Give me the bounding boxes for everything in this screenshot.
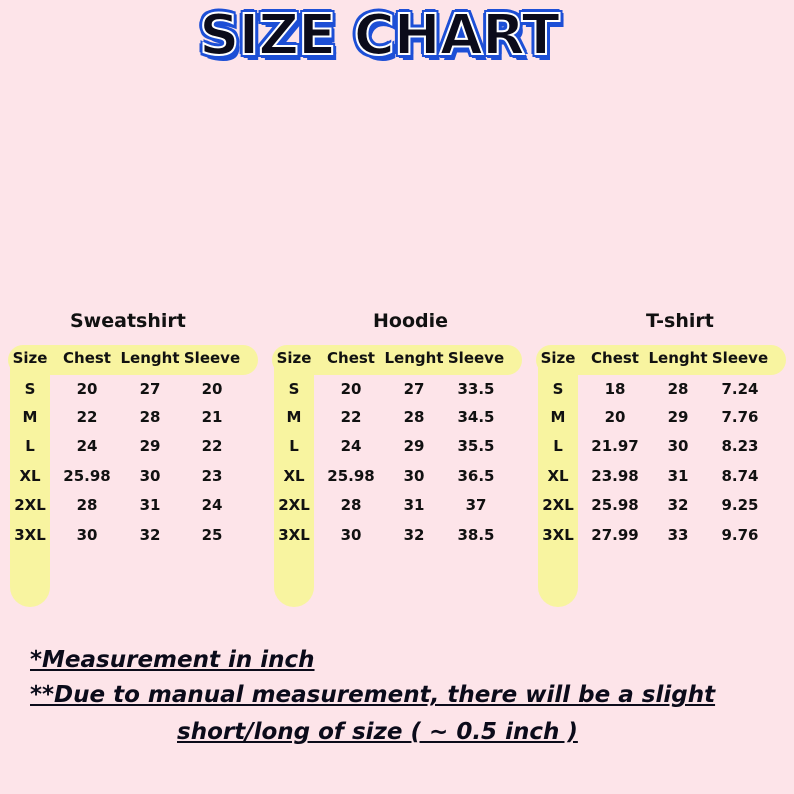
measurement-cell: 32 bbox=[139, 526, 161, 544]
measurement-cell: 30 bbox=[667, 437, 689, 455]
measurement-cell: 22 bbox=[201, 437, 223, 455]
column-header: Lenght bbox=[384, 349, 444, 367]
measurement-cell: 20 bbox=[201, 380, 223, 398]
measurement-cell: 37 bbox=[465, 496, 487, 514]
measurement-cell: 30 bbox=[76, 526, 98, 544]
measurement-cell: 21 bbox=[201, 408, 223, 426]
table-title: T-shirt bbox=[646, 310, 714, 332]
measurement-cell: 32 bbox=[403, 526, 425, 544]
measurement-cell: 24 bbox=[340, 437, 362, 455]
measurement-cell: 33.5 bbox=[457, 380, 495, 398]
size-label: S bbox=[552, 380, 564, 398]
size-label: M bbox=[550, 408, 566, 426]
size-label: M bbox=[22, 408, 38, 426]
column-header: Sleeve bbox=[183, 349, 241, 367]
measurement-cell: 25 bbox=[201, 526, 223, 544]
measurement-cell: 32 bbox=[667, 496, 689, 514]
note-size-tolerance: short/long of size ( ~ 0.5 inch ) bbox=[177, 719, 578, 745]
measurement-cell: 28 bbox=[340, 496, 362, 514]
measurement-cell: 29 bbox=[667, 408, 689, 426]
measurement-cell: 8.74 bbox=[721, 467, 759, 485]
measurement-cell: 18 bbox=[604, 380, 626, 398]
size-label: S bbox=[24, 380, 36, 398]
measurement-cell: 7.24 bbox=[721, 380, 759, 398]
measurement-cell: 27 bbox=[403, 380, 425, 398]
size-label: 3XL bbox=[542, 526, 574, 544]
measurement-cell: 8.23 bbox=[721, 437, 759, 455]
size-label: M bbox=[286, 408, 302, 426]
measurement-cell: 28 bbox=[667, 380, 689, 398]
table-title: Sweatshirt bbox=[70, 310, 186, 332]
measurement-cell: 29 bbox=[403, 437, 425, 455]
note-measurement-unit: *Measurement in inch bbox=[30, 647, 315, 673]
size-label: 2XL bbox=[278, 496, 310, 514]
size-label: 3XL bbox=[14, 526, 46, 544]
measurement-cell: 25.98 bbox=[63, 467, 111, 485]
measurement-cell: 29 bbox=[139, 437, 161, 455]
size-label: L bbox=[25, 437, 35, 455]
measurement-cell: 25.98 bbox=[591, 496, 639, 514]
measurement-cell: 9.25 bbox=[721, 496, 759, 514]
measurement-cell: 35.5 bbox=[457, 437, 495, 455]
note-manual-measurement: **Due to manual measurement, there will be a slight bbox=[30, 682, 716, 708]
column-header: Sleeve bbox=[711, 349, 769, 367]
measurement-cell: 7.76 bbox=[721, 408, 759, 426]
size-label: XL bbox=[547, 467, 569, 485]
measurement-cell: 28 bbox=[403, 408, 425, 426]
measurement-cell: 27 bbox=[139, 380, 161, 398]
size-label: 2XL bbox=[542, 496, 574, 514]
measurement-cell: 20 bbox=[340, 380, 362, 398]
measurement-cell: 30 bbox=[139, 467, 161, 485]
table-title: Hoodie bbox=[373, 310, 449, 332]
measurement-cell: 22 bbox=[340, 408, 362, 426]
size-label: 3XL bbox=[278, 526, 310, 544]
size-label: XL bbox=[283, 467, 305, 485]
measurement-cell: 36.5 bbox=[457, 467, 495, 485]
column-header: Lenght bbox=[120, 349, 180, 367]
size-label: L bbox=[289, 437, 299, 455]
size-label: 2XL bbox=[14, 496, 46, 514]
measurement-cell: 31 bbox=[139, 496, 161, 514]
measurement-cell: 30 bbox=[403, 467, 425, 485]
measurement-cell: 25.98 bbox=[327, 467, 375, 485]
measurement-cell: 27.99 bbox=[591, 526, 639, 544]
measurement-cell: 34.5 bbox=[457, 408, 495, 426]
measurement-cell: 31 bbox=[667, 467, 689, 485]
measurement-cell: 28 bbox=[139, 408, 161, 426]
measurement-cell: 28 bbox=[76, 496, 98, 514]
measurement-cell: 33 bbox=[667, 526, 689, 544]
measurement-cell: 22 bbox=[76, 408, 98, 426]
size-label: S bbox=[288, 380, 300, 398]
size-label: L bbox=[553, 437, 563, 455]
measurement-cell: 23 bbox=[201, 467, 223, 485]
measurement-cell: 24 bbox=[201, 496, 223, 514]
column-header: Chest bbox=[63, 349, 111, 367]
measurement-cell: 38.5 bbox=[457, 526, 495, 544]
column-header: Lenght bbox=[648, 349, 708, 367]
column-header: Size bbox=[276, 349, 312, 367]
page-title: SIZE CHART bbox=[199, 3, 559, 68]
size-label: XL bbox=[19, 467, 41, 485]
column-header: Sleeve bbox=[447, 349, 505, 367]
measurement-cell: 9.76 bbox=[721, 526, 759, 544]
measurement-cell: 24 bbox=[76, 437, 98, 455]
measurement-cell: 23.98 bbox=[591, 467, 639, 485]
column-header: Chest bbox=[327, 349, 375, 367]
column-header: Chest bbox=[591, 349, 639, 367]
measurement-cell: 20 bbox=[604, 408, 626, 426]
column-header: Size bbox=[540, 349, 576, 367]
column-header: Size bbox=[12, 349, 48, 367]
measurement-cell: 31 bbox=[403, 496, 425, 514]
measurement-cell: 20 bbox=[76, 380, 98, 398]
measurement-cell: 21.97 bbox=[591, 437, 639, 455]
measurement-cell: 30 bbox=[340, 526, 362, 544]
